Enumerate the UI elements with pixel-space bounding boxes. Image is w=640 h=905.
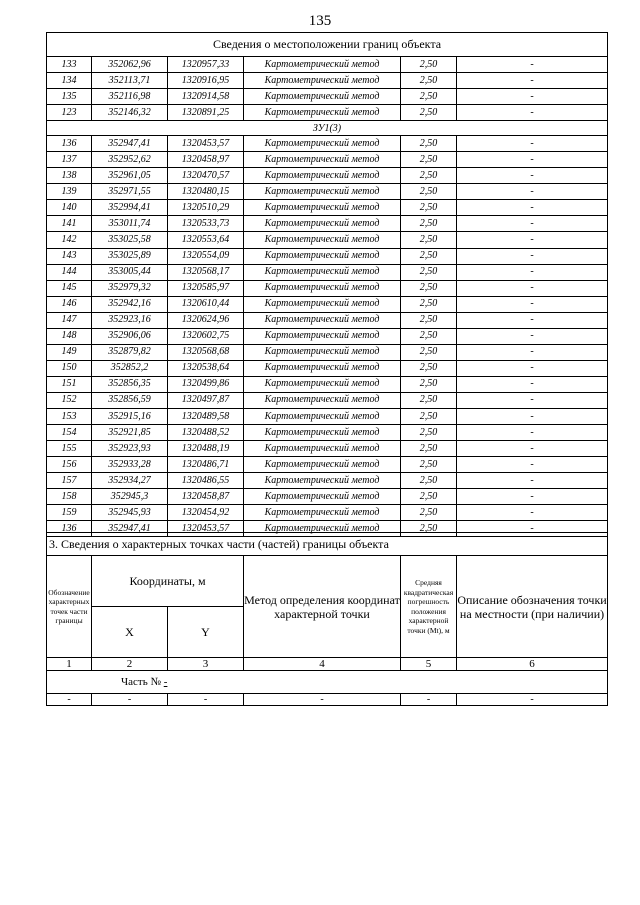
table-row bbox=[47, 152, 608, 168]
header-x: X bbox=[92, 607, 168, 658]
table-cell: 145 bbox=[47, 280, 92, 296]
table-cell: Картометрический метод bbox=[244, 136, 401, 152]
table-cell: - bbox=[457, 280, 608, 296]
table-cell: 2,50 bbox=[401, 441, 457, 457]
table-row bbox=[47, 473, 608, 489]
part-value: - bbox=[163, 676, 168, 688]
table-cell: 1320454,92 bbox=[168, 505, 244, 521]
table-cell: 352971,55 bbox=[92, 184, 168, 200]
col-number: 6 bbox=[457, 658, 608, 671]
table-cell: 352856,59 bbox=[92, 392, 168, 408]
table-cell: Картометрический метод bbox=[244, 248, 401, 264]
column-numbers-row bbox=[47, 658, 608, 671]
table-cell: 353011,74 bbox=[92, 216, 168, 232]
table-cell: 1320499,86 bbox=[168, 376, 244, 392]
table-cell: 1320488,52 bbox=[168, 425, 244, 441]
table-cell: - bbox=[457, 136, 608, 152]
table-cell: 2,50 bbox=[401, 296, 457, 312]
dash-cell: - bbox=[92, 694, 168, 706]
table-cell: 352923,93 bbox=[92, 441, 168, 457]
table-cell: 149 bbox=[47, 344, 92, 360]
table-cell: 352906,06 bbox=[92, 328, 168, 344]
table-cell: Картометрический метод bbox=[244, 296, 401, 312]
table-cell: - bbox=[457, 248, 608, 264]
part-points-table bbox=[46, 532, 608, 706]
part-label-row bbox=[47, 671, 608, 694]
table-cell: 352923,16 bbox=[92, 312, 168, 328]
table-cell: 1320914,58 bbox=[168, 89, 244, 105]
table-cell: - bbox=[457, 521, 608, 537]
table-cell: - bbox=[457, 360, 608, 376]
table-cell: Картометрический метод bbox=[244, 264, 401, 280]
table-cell: - bbox=[457, 296, 608, 312]
table-cell: 1320538,64 bbox=[168, 360, 244, 376]
table-cell: - bbox=[457, 264, 608, 280]
table-cell: - bbox=[457, 216, 608, 232]
table-row bbox=[47, 216, 608, 232]
header-point-designation: Обозначение характерных точек части границы bbox=[47, 556, 92, 658]
table-cell: 352856,35 bbox=[92, 376, 168, 392]
table-cell: 136 bbox=[47, 521, 92, 537]
table-cell: 155 bbox=[47, 441, 92, 457]
table-cell: 156 bbox=[47, 457, 92, 473]
table-row bbox=[47, 184, 608, 200]
table-row bbox=[47, 425, 608, 441]
table-cell: 353025,58 bbox=[92, 232, 168, 248]
table-cell: 2,50 bbox=[401, 344, 457, 360]
table-cell: 138 bbox=[47, 168, 92, 184]
table-cell: 352961,05 bbox=[92, 168, 168, 184]
table-cell: - bbox=[457, 489, 608, 505]
dash-cell: - bbox=[244, 694, 401, 706]
table-cell: 123 bbox=[47, 105, 92, 121]
table-cell: 352915,16 bbox=[92, 408, 168, 424]
table-cell: 1320488,19 bbox=[168, 441, 244, 457]
table-cell: 1320610,44 bbox=[168, 296, 244, 312]
table-cell: 2,50 bbox=[401, 360, 457, 376]
table-cell: 352934,27 bbox=[92, 473, 168, 489]
table-cell: Картометрический метод bbox=[244, 232, 401, 248]
table-cell: 352116,98 bbox=[92, 89, 168, 105]
table-cell: 2,50 bbox=[401, 457, 457, 473]
table-row bbox=[47, 489, 608, 505]
table-cell: 1320553,64 bbox=[168, 232, 244, 248]
table-cell: - bbox=[457, 232, 608, 248]
table-cell: 134 bbox=[47, 73, 92, 89]
table-cell: Картометрический метод bbox=[244, 328, 401, 344]
table-cell: 352942,16 bbox=[92, 296, 168, 312]
table-cell: 352947,41 bbox=[92, 521, 168, 537]
table-cell: 147 bbox=[47, 312, 92, 328]
table-cell: 352979,32 bbox=[92, 280, 168, 296]
table-cell: 2,50 bbox=[401, 408, 457, 424]
table-cell: 1320568,17 bbox=[168, 264, 244, 280]
table-cell: 148 bbox=[47, 328, 92, 344]
table-cell: Картометрический метод bbox=[244, 312, 401, 328]
table-cell: 2,50 bbox=[401, 280, 457, 296]
table-cell: 143 bbox=[47, 248, 92, 264]
table-cell: 2,50 bbox=[401, 200, 457, 216]
table-cell: 2,50 bbox=[401, 232, 457, 248]
table-cell: 352933,28 bbox=[92, 457, 168, 473]
table-cell: - bbox=[457, 184, 608, 200]
table-cell: 352994,41 bbox=[92, 200, 168, 216]
table-cell: - bbox=[457, 425, 608, 441]
table-cell: 158 bbox=[47, 489, 92, 505]
table-cell: 1320480,15 bbox=[168, 184, 244, 200]
table-cell: 2,50 bbox=[401, 105, 457, 121]
table-cell: 2,50 bbox=[401, 152, 457, 168]
table-cell: 2,50 bbox=[401, 73, 457, 89]
table-cell: - bbox=[457, 168, 608, 184]
table-cell: - bbox=[457, 152, 608, 168]
header-y: Y bbox=[168, 607, 244, 658]
table-cell: Картометрический метод bbox=[244, 408, 401, 424]
header-method: Метод определения координат характерной точки bbox=[244, 556, 401, 658]
table-cell: 1320568,68 bbox=[168, 344, 244, 360]
table-cell: - bbox=[457, 441, 608, 457]
table-cell: - bbox=[457, 392, 608, 408]
dash-cell: - bbox=[47, 694, 92, 706]
table-cell: - bbox=[457, 408, 608, 424]
table-cell: Картометрический метод bbox=[244, 360, 401, 376]
table-row bbox=[47, 457, 608, 473]
table-row bbox=[47, 328, 608, 344]
col-number: 3 bbox=[168, 658, 244, 671]
table-cell: 2,50 bbox=[401, 473, 457, 489]
table-cell: Картометрический метод bbox=[244, 168, 401, 184]
table-cell: Картометрический метод bbox=[244, 57, 401, 73]
table-cell: 2,50 bbox=[401, 136, 457, 152]
table-cell: Картометрический метод bbox=[244, 216, 401, 232]
table-cell: 1320533,73 bbox=[168, 216, 244, 232]
table-cell: 1320554,09 bbox=[168, 248, 244, 264]
table-cell: 146 bbox=[47, 296, 92, 312]
table-cell: Картометрический метод bbox=[244, 200, 401, 216]
table-cell: 144 bbox=[47, 264, 92, 280]
header-coordinates: Координаты, м bbox=[92, 556, 244, 607]
table-cell: 2,50 bbox=[401, 521, 457, 537]
table-row bbox=[47, 264, 608, 280]
table-cell: Картометрический метод bbox=[244, 344, 401, 360]
table-cell: 1320602,75 bbox=[168, 328, 244, 344]
table-cell: - bbox=[457, 200, 608, 216]
col-number: 4 bbox=[244, 658, 401, 671]
table-cell: Картометрический метод bbox=[244, 376, 401, 392]
boundary-points-table bbox=[46, 32, 608, 537]
header-accuracy: Средняя квадратическая погрешность положения характерной точки (Mt), м bbox=[401, 556, 457, 658]
dash-row bbox=[47, 694, 608, 706]
table-cell: 353005,44 bbox=[92, 264, 168, 280]
table-cell: 154 bbox=[47, 425, 92, 441]
table-cell: Картометрический метод bbox=[244, 489, 401, 505]
table-row bbox=[47, 136, 608, 152]
table-cell: Картометрический метод bbox=[244, 73, 401, 89]
table-row bbox=[47, 344, 608, 360]
table-row bbox=[47, 105, 608, 121]
table-cell: 2,50 bbox=[401, 168, 457, 184]
table-cell: Картометрический метод bbox=[244, 441, 401, 457]
table-cell: Картометрический метод bbox=[244, 457, 401, 473]
table-cell: 141 bbox=[47, 216, 92, 232]
table-cell: 1320510,29 bbox=[168, 200, 244, 216]
table-row bbox=[47, 200, 608, 216]
header-description: Описание обозначения точки на местности (при наличии) bbox=[457, 556, 608, 658]
table-row bbox=[47, 441, 608, 457]
table-cell: - bbox=[457, 376, 608, 392]
table-cell: 1320470,57 bbox=[168, 168, 244, 184]
table-cell: 159 bbox=[47, 505, 92, 521]
table-cell: Картометрический метод bbox=[244, 280, 401, 296]
table-cell: 151 bbox=[47, 376, 92, 392]
table-cell: Картометрический метод bbox=[244, 392, 401, 408]
table-cell: 1320458,97 bbox=[168, 152, 244, 168]
table-cell: - bbox=[457, 457, 608, 473]
table-cell: Картометрический метод bbox=[244, 473, 401, 489]
table-title: Сведения о местоположении границ объекта bbox=[47, 33, 608, 57]
table-cell: 153 bbox=[47, 408, 92, 424]
table-cell: 2,50 bbox=[401, 248, 457, 264]
table-cell: 1320489,58 bbox=[168, 408, 244, 424]
table-cell: - bbox=[457, 89, 608, 105]
table-cell: 2,50 bbox=[401, 89, 457, 105]
part-label: Часть № bbox=[121, 676, 161, 688]
dash-cell: - bbox=[168, 694, 244, 706]
table-cell: 137 bbox=[47, 152, 92, 168]
table-row bbox=[47, 57, 608, 73]
table-cell: 352947,41 bbox=[92, 136, 168, 152]
table-cell: Картометрический метод bbox=[244, 505, 401, 521]
table-cell: 139 bbox=[47, 184, 92, 200]
table-cell: 1320624,96 bbox=[168, 312, 244, 328]
table-row bbox=[47, 280, 608, 296]
table-cell: Картометрический метод bbox=[244, 184, 401, 200]
dash-cell: - bbox=[457, 694, 608, 706]
table-row bbox=[47, 360, 608, 376]
col-number: 1 bbox=[47, 658, 92, 671]
table-cell: - bbox=[457, 105, 608, 121]
table-cell: 2,50 bbox=[401, 312, 457, 328]
table-cell: - bbox=[457, 312, 608, 328]
table-cell: 1320916,95 bbox=[168, 73, 244, 89]
table-cell: 1320891,25 bbox=[168, 105, 244, 121]
table-cell: - bbox=[457, 328, 608, 344]
col-number: 2 bbox=[92, 658, 168, 671]
table-cell: 140 bbox=[47, 200, 92, 216]
table-row bbox=[47, 312, 608, 328]
table-cell: 1320486,55 bbox=[168, 473, 244, 489]
table-cell: 1320957,33 bbox=[168, 57, 244, 73]
table-cell: 2,50 bbox=[401, 489, 457, 505]
table-cell: 1320458,87 bbox=[168, 489, 244, 505]
table-cell: 2,50 bbox=[401, 505, 457, 521]
table-cell: 152 bbox=[47, 392, 92, 408]
table-row bbox=[47, 392, 608, 408]
table-cell: 1320497,87 bbox=[168, 392, 244, 408]
table-cell: 157 bbox=[47, 473, 92, 489]
table-cell: 133 bbox=[47, 57, 92, 73]
table-cell: 352852,2 bbox=[92, 360, 168, 376]
table-cell: 352945,3 bbox=[92, 489, 168, 505]
table-cell: 1320453,57 bbox=[168, 136, 244, 152]
table-cell: 2,50 bbox=[401, 216, 457, 232]
table-row bbox=[47, 376, 608, 392]
table-cell: 352879,82 bbox=[92, 344, 168, 360]
table-row bbox=[47, 232, 608, 248]
table-cell: 142 bbox=[47, 232, 92, 248]
table-cell: 1320453,57 bbox=[168, 521, 244, 537]
table-cell: Картометрический метод bbox=[244, 89, 401, 105]
table-cell: 352146,32 bbox=[92, 105, 168, 121]
section-label: ЗУ1(3) bbox=[47, 121, 608, 136]
dash-cell: - bbox=[401, 694, 457, 706]
table-cell: 2,50 bbox=[401, 376, 457, 392]
table-cell: 2,50 bbox=[401, 264, 457, 280]
table-row bbox=[47, 408, 608, 424]
table-cell: 135 bbox=[47, 89, 92, 105]
table-cell: 150 bbox=[47, 360, 92, 376]
col-number: 5 bbox=[401, 658, 457, 671]
table-cell: 352062,96 bbox=[92, 57, 168, 73]
table-cell: 2,50 bbox=[401, 57, 457, 73]
table-cell: Картометрический метод bbox=[244, 105, 401, 121]
section-title: 3. Сведения о характерных точках части (частей) границы объекта bbox=[47, 533, 608, 556]
table-cell: 1320486,71 bbox=[168, 457, 244, 473]
table-cell: 2,50 bbox=[401, 184, 457, 200]
table-cell: 1320585,97 bbox=[168, 280, 244, 296]
table-row bbox=[47, 505, 608, 521]
table-cell: 353025,89 bbox=[92, 248, 168, 264]
table-row bbox=[47, 248, 608, 264]
table-cell: 352952,62 bbox=[92, 152, 168, 168]
table-cell: 352945,93 bbox=[92, 505, 168, 521]
table-cell: Картометрический метод bbox=[244, 425, 401, 441]
table-cell: 352113,71 bbox=[92, 73, 168, 89]
table-cell: 352921,85 bbox=[92, 425, 168, 441]
table-cell: 2,50 bbox=[401, 328, 457, 344]
table-cell: 136 bbox=[47, 136, 92, 152]
table-cell: - bbox=[457, 473, 608, 489]
table-cell: 2,50 bbox=[401, 392, 457, 408]
table-cell: - bbox=[457, 344, 608, 360]
table-cell: Картометрический метод bbox=[244, 152, 401, 168]
table-cell: Картометрический метод bbox=[244, 521, 401, 537]
section-row bbox=[47, 121, 608, 136]
table-row bbox=[47, 73, 608, 89]
table-cell: - bbox=[457, 73, 608, 89]
table-row bbox=[47, 89, 608, 105]
table-cell: - bbox=[457, 57, 608, 73]
page-number: 135 bbox=[308, 13, 332, 29]
table-row bbox=[47, 168, 608, 184]
table-cell: 2,50 bbox=[401, 425, 457, 441]
table-cell: - bbox=[457, 505, 608, 521]
table-row bbox=[47, 296, 608, 312]
